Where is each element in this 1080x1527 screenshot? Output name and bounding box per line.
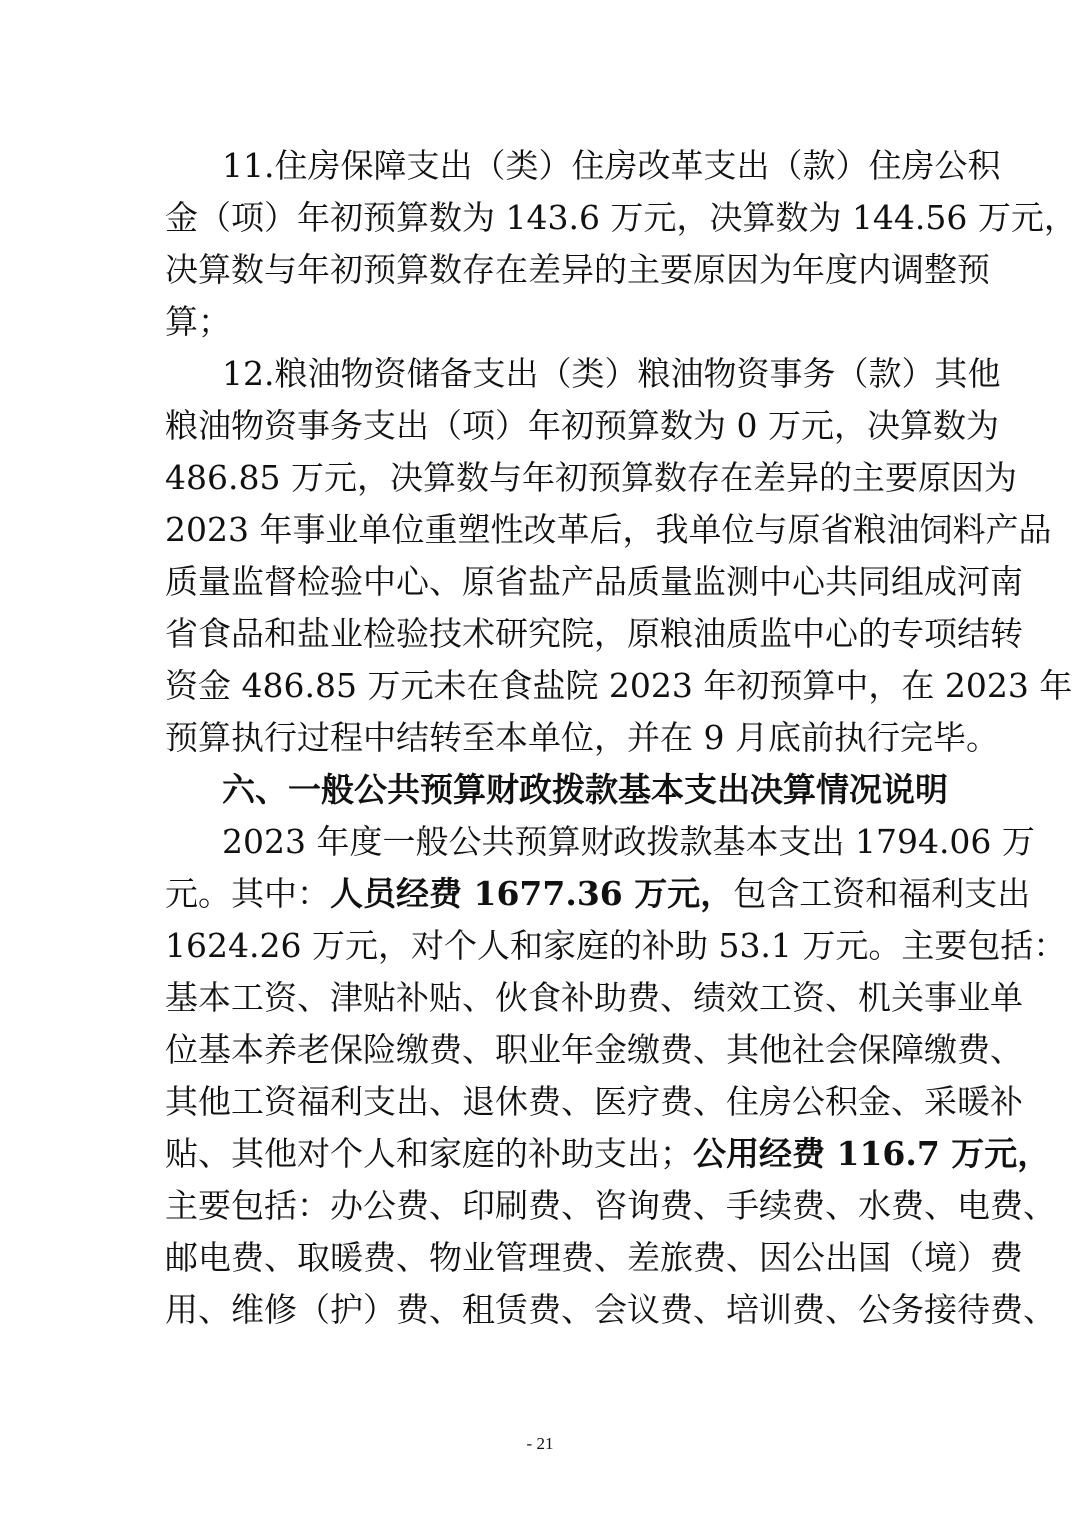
basic-expenditure-line-9: 邮电费、取暖费、物业管理费、差旅费、因公出国（境）费: [165, 1238, 1023, 1277]
basic-expenditure-line-7: [165, 1132, 1051, 1176]
paragraph-12-line-8: 预算执行过程中结转至本单位，并在 9 月底前执行完毕。: [165, 718, 999, 757]
personnel-intro-text: 元。其中：: [165, 874, 330, 913]
basic-expenditure-line-2: [165, 872, 1031, 916]
public-expenses-bold: 公用经费 116.7 万元，: [693, 1134, 1051, 1173]
paragraph-11-line-4: 算；: [165, 302, 231, 341]
paragraph-12-line-7: 资金 486.85 万元未在食盐院 2023 年初预算中，在 2023 年: [165, 666, 1073, 705]
paragraph-12-line-6: 省食品和盐业检验技术研究院，原粮油质监中心的专项结转: [165, 614, 1023, 653]
paragraph-11-line-2: 金（项）年初预算数为 143.6 万元，决算数为 144.56 万元，: [165, 198, 1077, 237]
paragraph-12-line-1: 12.粮油物资储备支出（类）粮油物资事务（款）其他: [222, 354, 1001, 393]
section-heading: 六、一般公共预算财政拨款基本支出决算情况说明: [222, 770, 948, 809]
paragraph-12-line-2: 粮油物资事务支出（项）年初预算数为 0 万元，决算数为: [165, 406, 999, 445]
basic-expenditure-line-1: 2023 年度一般公共预算财政拨款基本支出 1794.06 万: [222, 822, 1035, 861]
paragraph-11-line-1: 11.住房保障支出（类）住房改革支出（款）住房公积: [222, 146, 1001, 185]
paragraph-12-line-3: 486.85 万元，决算数与年初预算数存在差异的主要原因为: [165, 458, 1017, 497]
basic-expenditure-line-5: 位基本养老保险缴费、职业年金缴费、其他社会保障缴费、: [165, 1030, 1023, 1069]
basic-expenditure-line-3: 1624.26 万元，对个人和家庭的补助 53.1 万元。主要包括：: [165, 926, 1067, 965]
personnel-items-end-text: 贴、其他对个人和家庭的补助支出；: [165, 1134, 693, 1173]
basic-expenditure-line-10: 用、维修（护）费、租赁费、会议费、培训费、公务接待费、: [165, 1290, 1056, 1329]
basic-expenditure-line-8: 主要包括：办公费、印刷费、咨询费、手续费、水费、电费、: [165, 1186, 1056, 1225]
basic-expenditure-line-6: 其他工资福利支出、退休费、医疗费、住房公积金、采暖补: [165, 1082, 1023, 1121]
personnel-details-text: 包含工资和福利支出: [733, 874, 1031, 913]
basic-expenditure-line-4: 基本工资、津贴补贴、伙食补助费、绩效工资、机关事业单: [165, 978, 1023, 1017]
paragraph-11-line-3: 决算数与年初预算数存在差异的主要原因为年度内调整预: [165, 250, 990, 289]
personnel-expenses-bold: 人员经费 1677.36 万元，: [330, 874, 734, 913]
page-number: - 21: [526, 1434, 554, 1453]
paragraph-12-line-4: 2023 年事业单位重塑性改革后，我单位与原省粮油饲料产品: [165, 510, 1052, 549]
paragraph-12-line-5: 质量监督检验中心、原省盐产品质量监测中心共同组成河南: [165, 562, 1023, 601]
